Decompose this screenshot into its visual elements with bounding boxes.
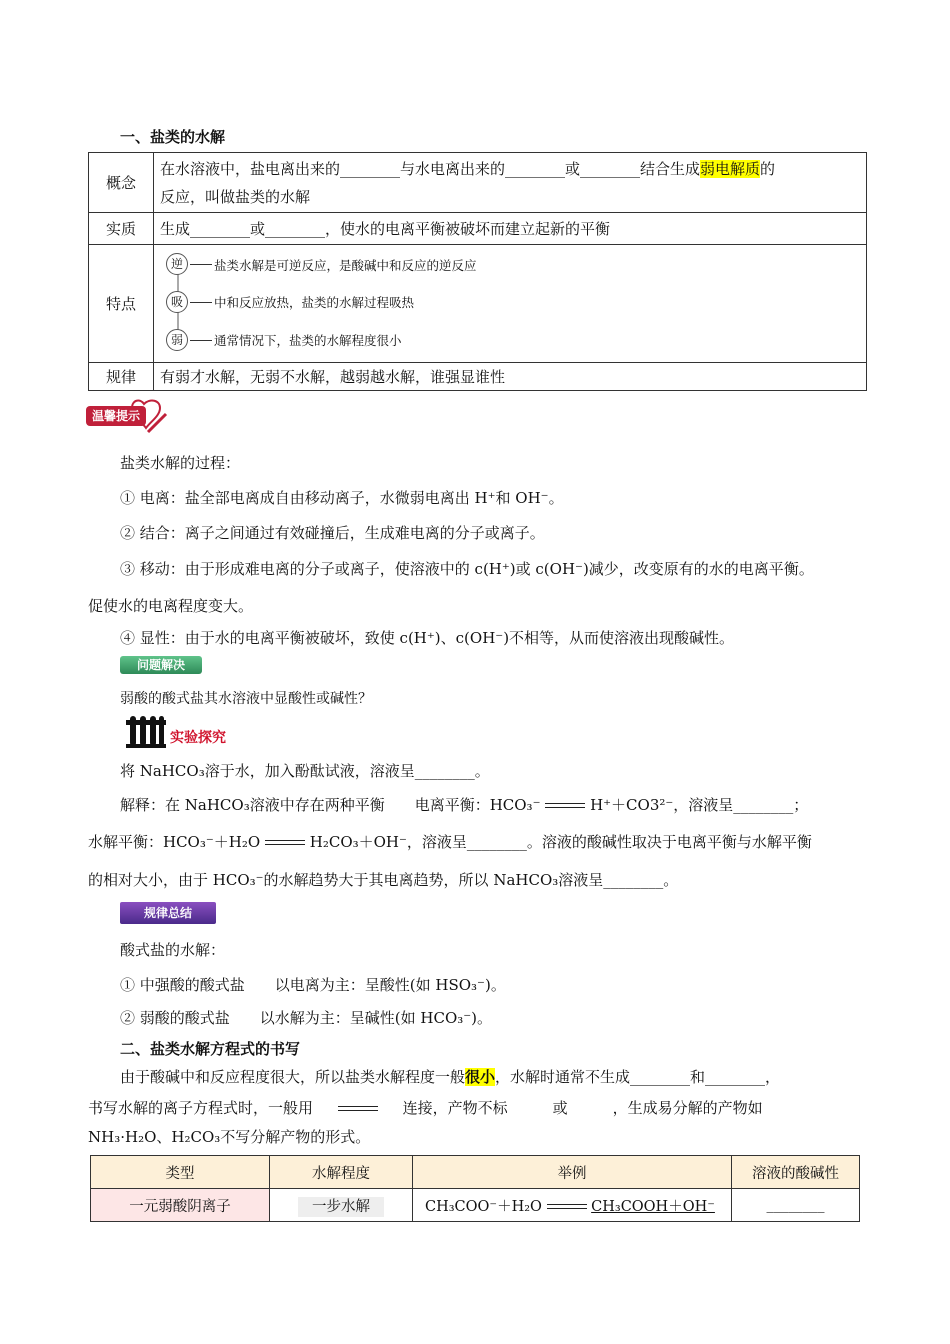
concept-cell [154,153,867,213]
table-row [89,213,867,245]
concept-text: 在水溶液中，盐电离出来的________与水电离出来的________或________结合生成 [160,159,701,178]
essence-cell: 生成________或________，使水的电离平衡被破坏而建立起新的平衡 [154,213,867,245]
summary-badge: 规律总结 [120,902,216,924]
experiment-l4: 的相对大小，由于 HCO₃⁻的水解趋势大于其电离趋势，所以 NaHCO₃溶液呈________。 [88,871,679,889]
section2-p2 [88,1097,763,1118]
col-header: 水解程度 [270,1156,413,1189]
row-label: 实质 [89,213,154,245]
tip-badge [86,398,170,438]
tip-p4: ④ 显性：由于水的电离平衡被破坏，致使 c(H⁺)、c(OH⁻)不相等，从而使溶液出现酸碱性。 [120,629,735,647]
summary-s1: ① 中强酸的酸式盐 以电离为主：呈酸性(如 HSO₃⁻)。 [120,976,506,994]
rule-cell: 有弱才水解，无弱不水解，越弱越水解，谁强显谁性 [154,363,867,391]
example-right: CH₃COOH＋OH⁻ [591,1198,715,1215]
section2-p3: NH₃·H₂O、H₂CO₃不写分解产物的形式。 [88,1128,371,1146]
concept-table [88,152,867,391]
experiment-l3a: 水解平衡：HCO₃⁻＋H₂O [88,833,261,851]
hydrolysis-table [90,1155,860,1222]
table-header-row [91,1156,860,1189]
concept-text-line2: 反应，叫做盐类的水解 [160,187,311,206]
summary-s2: ② 弱酸的酸式盐 以水解为主：呈碱性(如 HCO₃⁻)。 [120,1009,493,1027]
test-tubes-icon [126,714,166,748]
dash-line [190,340,212,341]
section2-p2b: 连接，产物不标 或 ，生成易分解的产物如 [402,1099,763,1117]
node-reverse: 逆 [166,253,188,275]
row-label: 规律 [89,363,154,391]
dash-line [190,302,212,303]
experiment-l1: 将 NaHCO₃溶于水，加入酚酞试液，溶液呈________。 [120,762,490,780]
col-header: 类型 [91,1156,270,1189]
tip-p3a: ③ 移动：由于形成难电离的分子或离子，使溶液中的 c(H⁺)或 c(OH⁻)减少，改变原有的水的电离平衡。 [120,560,814,578]
node-absorb: 吸 [166,291,188,313]
experiment-l3b: H₂CO₃＋OH⁻，溶液呈________。溶液的酸碱性取决于电离平衡与水解平衡 [309,833,812,851]
equilibrium-arrow [338,1104,378,1114]
problem-badge: 问题解决 [120,656,202,674]
table-row [89,245,867,363]
experiment-l2 [120,794,808,815]
features-diagram [160,247,860,361]
example-left: CH₃COO⁻＋H₂O [425,1198,542,1215]
cell-degree [270,1189,413,1222]
experiment-title: 实验探究 [170,730,226,746]
section2-p1 [120,1066,780,1087]
tip-p1: ① 电离：盐全部电离成自由移动离子，水微弱电离出 H⁺和 OH⁻。 [120,489,564,507]
cell-result: ________ [732,1189,860,1222]
cell-type: 一元弱酸阴离子 [91,1189,270,1222]
row-label: 概念 [89,153,154,213]
degree-text: 一步水解 [298,1197,384,1217]
node-text: 中和反应放热，盐类的水解过程吸热 [214,294,415,310]
features-cell [154,245,867,363]
highlight-weak-electrolyte: 弱电解质 [700,159,761,178]
equilibrium-arrow [545,801,585,811]
section2-p2a: 书写水解的离子方程式时，一般用 [88,1099,314,1117]
col-header: 溶液的酸碱性 [732,1156,860,1189]
tip-badge-label: 温馨提示 [86,406,146,426]
table-row [89,153,867,213]
tip-p2: ② 结合：离子之间通过有效碰撞后，生成难电离的分子或离子。 [120,524,545,542]
table-row [91,1189,860,1222]
table-row [89,363,867,391]
summary-intro: 酸式盐的水解： [120,941,226,959]
problem-question: 弱酸的酸式盐其水溶液中显酸性或碱性？ [120,691,372,707]
highlight-very-small: 很小 [465,1068,496,1086]
equilibrium-arrow [547,1202,587,1212]
node-weak: 弱 [166,329,188,351]
section2-p1b: ，水解时通常不生成________和________， [495,1068,781,1086]
tip-p3b: 促使水的电离程度变大。 [88,597,254,615]
experiment-l2a: 解释：在 NaHCO₃溶液中存在两种平衡 电离平衡：HCO₃⁻ [120,796,541,814]
row-label: 特点 [89,245,154,363]
section1-title: 一、盐类的水解 [120,128,226,146]
section2-title: 二、盐类水解方程式的书写 [120,1040,301,1058]
tip-intro: 盐类水解的过程： [120,454,241,472]
experiment-l3 [88,831,812,852]
node-text: 盐类水解是可逆反应，是酸碱中和反应的逆反应 [214,257,477,273]
experiment-l2b: H⁺＋CO3²⁻，溶液呈________； [590,796,809,814]
dash-line [190,264,212,265]
equilibrium-arrow [265,838,305,848]
col-header: 举例 [413,1156,732,1189]
section2-p1a: 由于酸碱中和反应程度很大，所以盐类水解程度一般 [120,1068,466,1086]
concept-text-end: 的 [760,159,776,178]
node-text: 通常情况下，盐类的水解程度很小 [214,332,402,348]
cell-example [413,1189,732,1222]
